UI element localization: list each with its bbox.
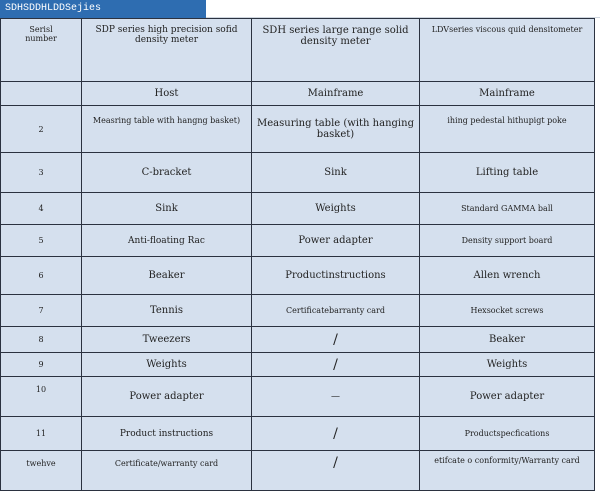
table-row <box>1 153 595 193</box>
ldv-item-cell: Allen wrench <box>420 257 595 295</box>
sdp-item-cell: Beaker <box>82 257 252 295</box>
sdp-item-cell: Tennis <box>82 295 252 327</box>
table-row <box>1 327 595 353</box>
sdh-item-cell: Weights <box>252 193 420 225</box>
ldv-item-cell: Power adapter <box>420 377 595 417</box>
table-row <box>1 193 595 225</box>
ldv-item-cell: Hexsocket screws <box>420 295 595 327</box>
serial-cell: 11 <box>1 417 82 451</box>
sdp-item-cell: Certificate/warranty card <box>82 451 252 491</box>
sdp-item-cell: Host <box>82 82 252 106</box>
serial-cell <box>1 82 82 106</box>
ldv-item-cell: Density support board <box>420 225 595 257</box>
sdp-item-cell: Tweezers <box>82 327 252 353</box>
sdh-item-cell: Productinstructions <box>252 257 420 295</box>
serial-cell: 8 <box>1 327 82 353</box>
sdh-not-included-mark: / <box>252 327 420 353</box>
table-row <box>1 82 595 106</box>
sdh-item-cell: Mainframe <box>252 82 420 106</box>
table-row <box>1 377 595 417</box>
sdp-item-cell: Sink <box>82 193 252 225</box>
sdp-item-cell: Power adapter <box>82 377 252 417</box>
ldv-item-cell: Beaker <box>420 327 595 353</box>
sdp-item-cell: C-bracket <box>82 153 252 193</box>
serial-cell: 5 <box>1 225 82 257</box>
serial-cell: 6 <box>1 257 82 295</box>
serial-cell: twehve <box>1 451 82 491</box>
serial-cell: 2 <box>1 106 82 153</box>
table-row <box>1 225 595 257</box>
sdp-item-cell: Measring table with hangng basket) <box>82 106 252 153</box>
ldv-item-cell: Standard GAMMA ball <box>420 193 595 225</box>
table-row <box>1 106 595 153</box>
sheet-title-tab[interactable]: SDHSDDHLDDSejies <box>0 0 206 18</box>
sdh-item-cell: Sink <box>252 153 420 193</box>
sdp-item-cell: Anti-floating Rac <box>82 225 252 257</box>
header-serial-number: Serisl number <box>1 19 82 82</box>
ldv-item-cell: Productspecfications <box>420 417 595 451</box>
serial-cell: 4 <box>1 193 82 225</box>
header-sdh-series: SDH series large range solid density meter <box>252 19 420 82</box>
table-row <box>1 353 595 377</box>
sdh-not-included-mark: / <box>252 451 420 491</box>
ldv-item-cell: Weights <box>420 353 595 377</box>
ldv-item-cell: etifcate o conformity/Warranty card <box>420 451 595 491</box>
header-sdp-series: SDP series high precision sofid density meter <box>82 19 252 82</box>
sdh-item-cell: Power adapter <box>252 225 420 257</box>
table-row <box>1 417 595 451</box>
serial-cell: 9 <box>1 353 82 377</box>
accessories-table <box>0 18 595 491</box>
ldv-item-cell: Lifting table <box>420 153 595 193</box>
serial-cell: 7 <box>1 295 82 327</box>
sdh-item-cell: Measuring table (with hanging basket) <box>252 106 420 153</box>
header-ldv-series: LDVseries viscous quid densitometer <box>420 19 595 82</box>
serial-cell: 10 <box>1 377 82 417</box>
table-row <box>1 451 595 491</box>
sdp-item-cell: Weights <box>82 353 252 377</box>
ldv-item-cell: ihing pedestal hithupigt poke <box>420 106 595 153</box>
sdh-not-included-mark: / <box>252 417 420 451</box>
ldv-item-cell: Mainframe <box>420 82 595 106</box>
sdh-not-included-mark: — <box>252 377 420 417</box>
header-row <box>1 19 595 82</box>
sdh-not-included-mark: / <box>252 353 420 377</box>
table-row <box>1 295 595 327</box>
sdp-item-cell: Product instructions <box>82 417 252 451</box>
serial-cell: 3 <box>1 153 82 193</box>
table-row <box>1 257 595 295</box>
sdh-item-cell: Certificatebarranty card <box>252 295 420 327</box>
